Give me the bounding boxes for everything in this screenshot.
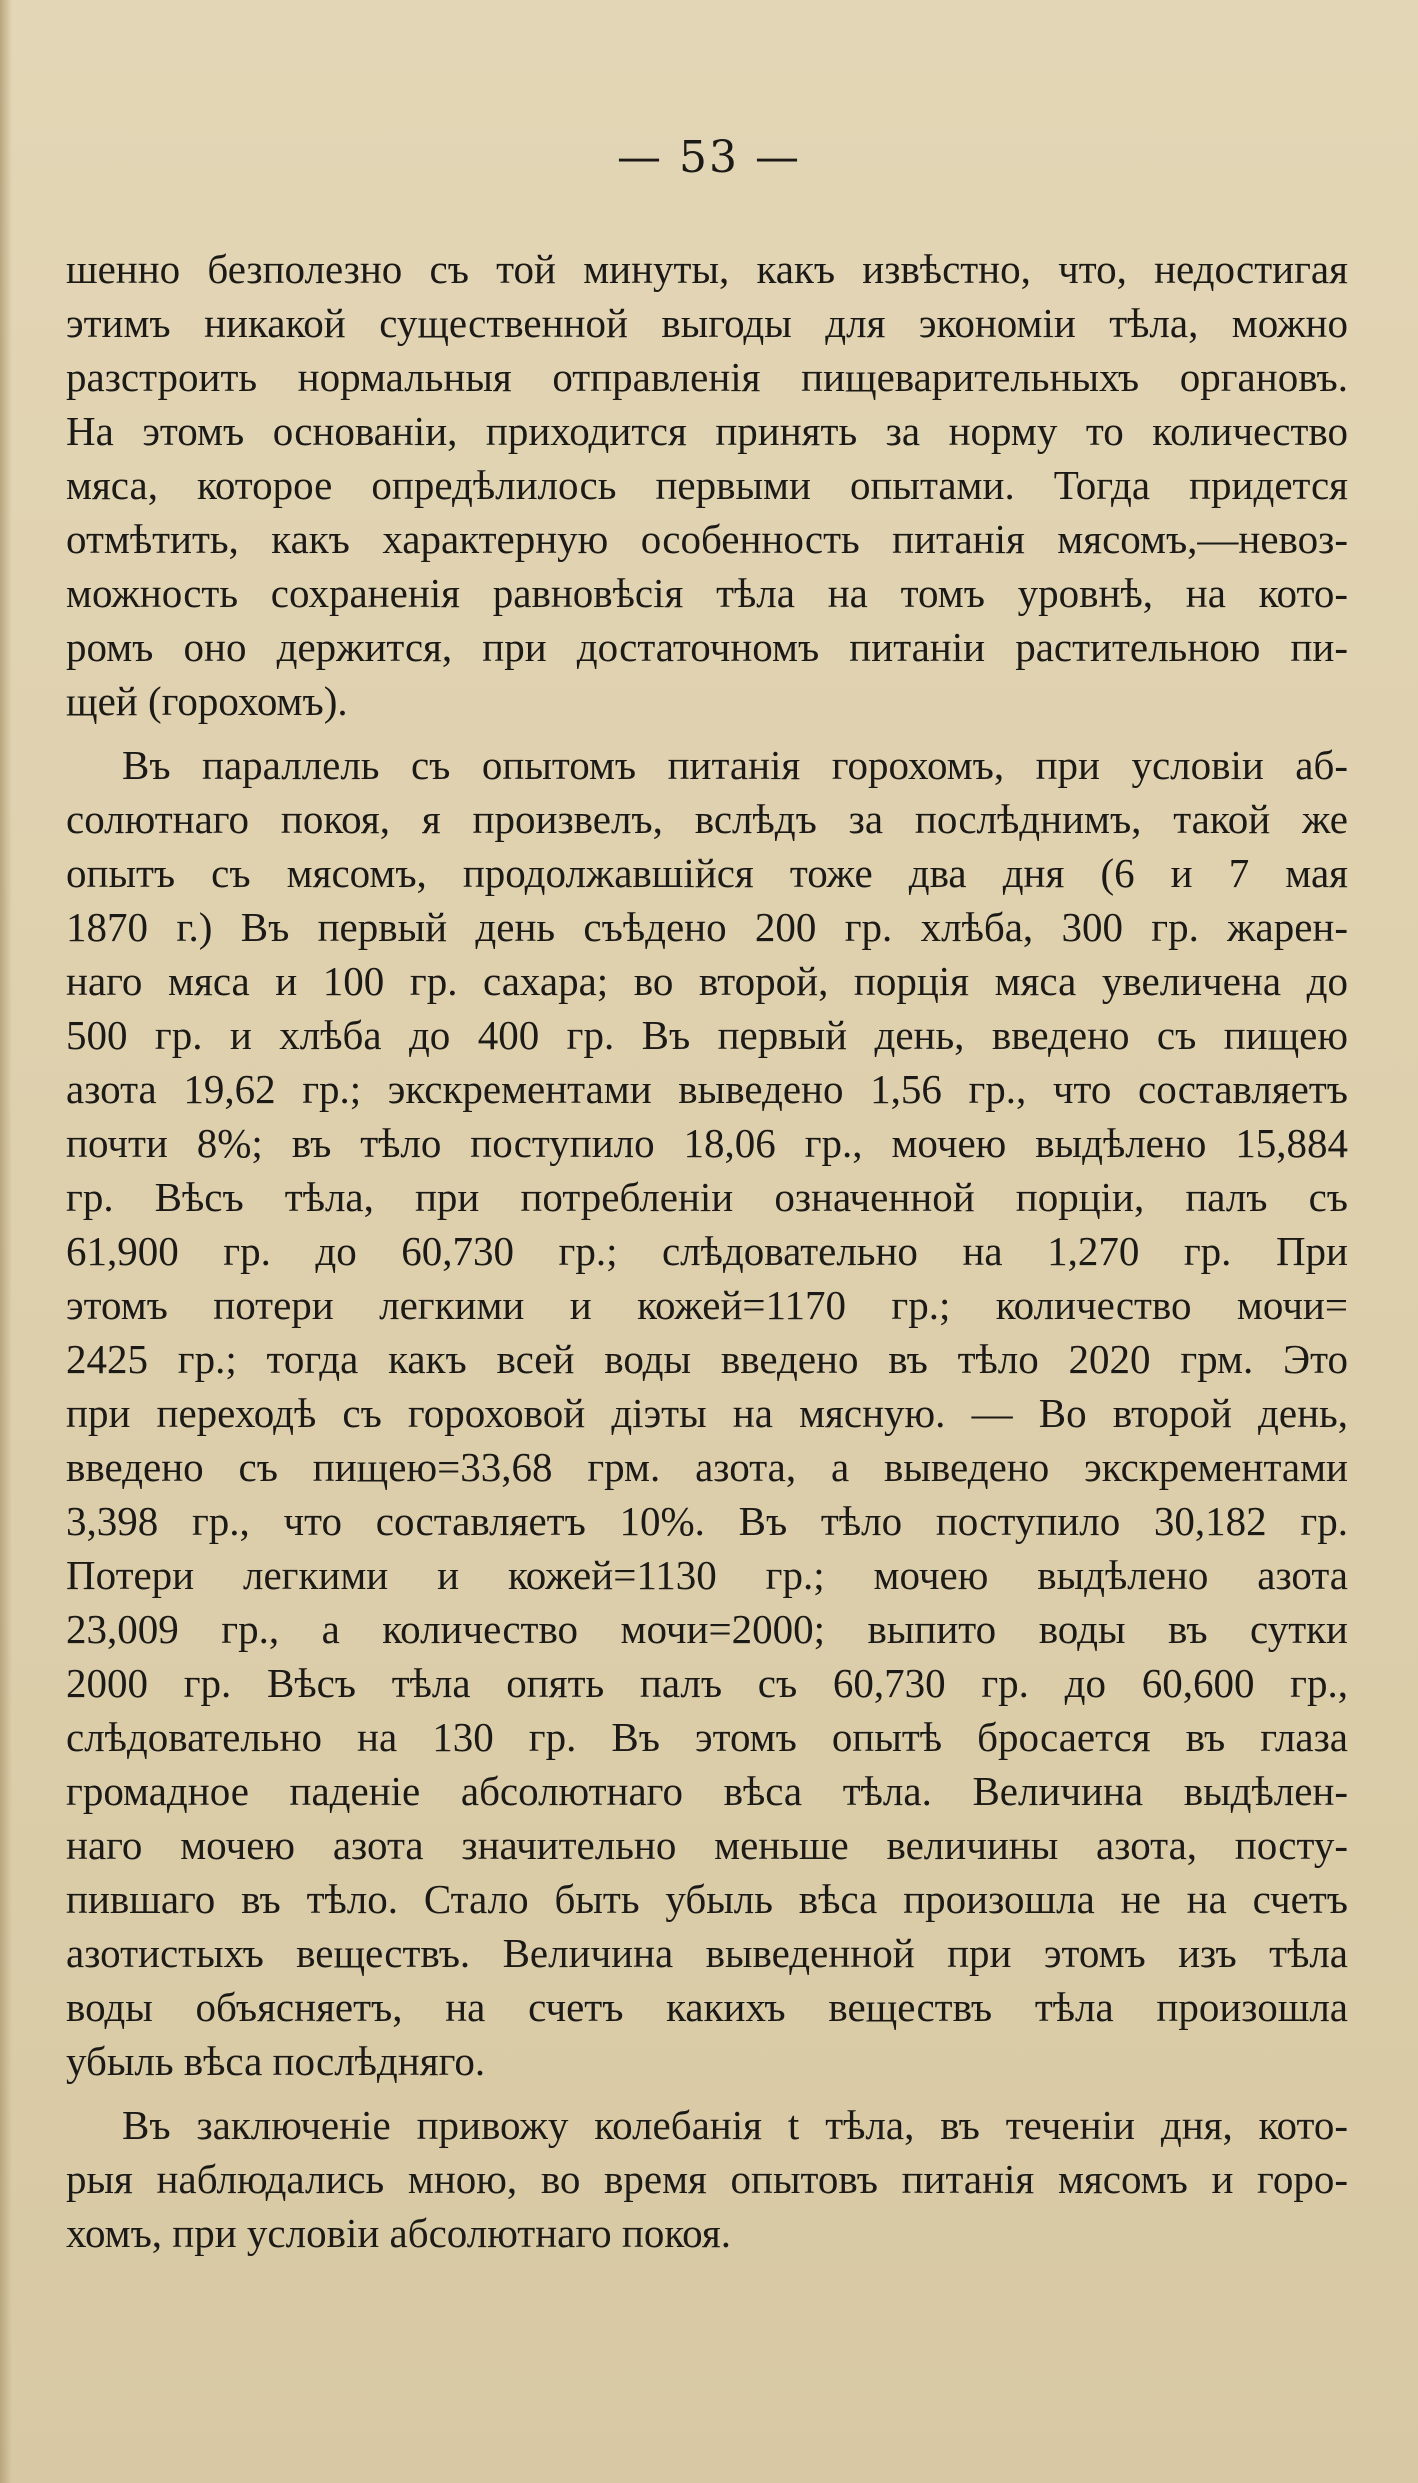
page-edge-shadow <box>0 0 12 2483</box>
text-line: На этомъ основаніи, приходится принять за норму то количество <box>66 408 1348 454</box>
text-line: пившаго въ тѣло. Стало быть убыль вѣса произошла не на счетъ <box>66 1876 1348 1922</box>
text-line: убыль вѣса послѣдняго. <box>66 2038 486 2084</box>
text-line: Въ параллель съ опытомъ питанія горохомъ, при условіи аб- <box>122 742 1348 788</box>
text-line: азота 19,62 гр.; экскрементами выведено 1,56 гр., что составляетъ <box>66 1066 1348 1112</box>
text-line: ромъ оно держится, при достаточномъ питаніи растительною пи- <box>66 624 1348 670</box>
text-line: громадное паденіе абсолютнаго вѣса тѣла. Величина выдѣлен- <box>66 1768 1348 1814</box>
text-line: наго мяса и 100 гр. сахара; во второй, порція мяса увеличена до <box>66 958 1348 1004</box>
text-line: шенно безполезно съ той минуты, какъ извѣстно, что, недостигая <box>66 246 1348 292</box>
text-line: 61,900 гр. до 60,730 гр.; слѣдовательно на 1,270 гр. При <box>66 1228 1348 1274</box>
text-line: почти 8%; въ тѣло поступило 18,06 гр., мочею выдѣлено 15,884 <box>66 1120 1348 1166</box>
text-line: Потери легкими и кожей=1130 гр.; мочею выдѣлено азота <box>66 1552 1348 1598</box>
page-text <box>66 242 1348 2260</box>
text-line: хомъ, при условіи абсолютнаго покоя. <box>66 2210 732 2256</box>
text-line: воды объясняетъ, на счетъ какихъ веществъ тѣла произошла <box>66 1984 1348 2030</box>
text-line: мяса, которое опредѣлилось первыми опытами. Тогда придется <box>66 462 1348 508</box>
text-line: гр. Вѣсъ тѣла, при потребленіи означенной порціи, палъ съ <box>66 1174 1348 1220</box>
text-line: 500 гр. и хлѣба до 400 гр. Въ первый день, введено съ пищею <box>66 1012 1348 1058</box>
text-line: этомъ потери легкими и кожей=1170 гр.; количество мочи= <box>66 1282 1348 1328</box>
page-number: — 53 — <box>617 132 801 183</box>
text-line: отмѣтить, какъ характерную особенность питанія мясомъ,—невоз- <box>66 516 1348 562</box>
paragraph-1 <box>66 242 1348 728</box>
text-line: введено съ пищею=33,68 грм. азота, а выведено экскрементами <box>66 1444 1348 1490</box>
text-line: слѣдовательно на 130 гр. Въ этомъ опытѣ бросается въ глаза <box>66 1714 1348 1760</box>
text-line: при переходѣ съ гороховой діэты на мясную. — Во второй день, <box>66 1390 1348 1436</box>
text-line: наго мочею азота значительно меньше величины азота, посту- <box>66 1822 1348 1868</box>
text-line: Въ заключеніе привожу колебанія t тѣла, въ теченіи дня, кото- <box>122 2102 1348 2148</box>
text-line: разстроить нормальныя отправленія пищеварительныхъ органовъ. <box>66 354 1348 400</box>
paragraph-3 <box>66 2098 1348 2260</box>
text-line: 23,009 гр., а количество мочи=2000; выпито воды въ сутки <box>66 1606 1348 1652</box>
text-line: 1870 г.) Въ первый день съѣдено 200 гр. хлѣба, 300 гр. жарен- <box>66 904 1348 950</box>
text-line: 2000 гр. Вѣсъ тѣла опять палъ съ 60,730 гр. до 60,600 гр., <box>66 1660 1348 1706</box>
text-line: щей (горохомъ). <box>66 678 348 724</box>
text-line: солютнаго покоя, я произвелъ, вслѣдъ за послѣднимъ, такой же <box>66 796 1348 842</box>
text-line: азотистыхъ веществъ. Величина выведенной при этомъ изъ тѣла <box>66 1930 1348 1976</box>
paragraph-2 <box>66 738 1348 2088</box>
text-line: 3,398 гр., что составляетъ 10%. Въ тѣло поступило 30,182 гр. <box>66 1498 1348 1544</box>
text-line: опытъ съ мясомъ, продолжавшійся тоже два дня (6 и 7 мая <box>66 850 1348 896</box>
text-line: можность сохраненія равновѣсія тѣла на томъ уровнѣ, на кото- <box>66 570 1348 616</box>
text-line: рыя наблюдались мною, во время опытовъ питанія мясомъ и горо- <box>66 2156 1348 2202</box>
text-line: 2425 гр.; тогда какъ всей воды введено въ тѣло 2020 грм. Это <box>66 1336 1348 1382</box>
text-line: этимъ никакой существенной выгоды для экономіи тѣла, можно <box>66 300 1348 346</box>
